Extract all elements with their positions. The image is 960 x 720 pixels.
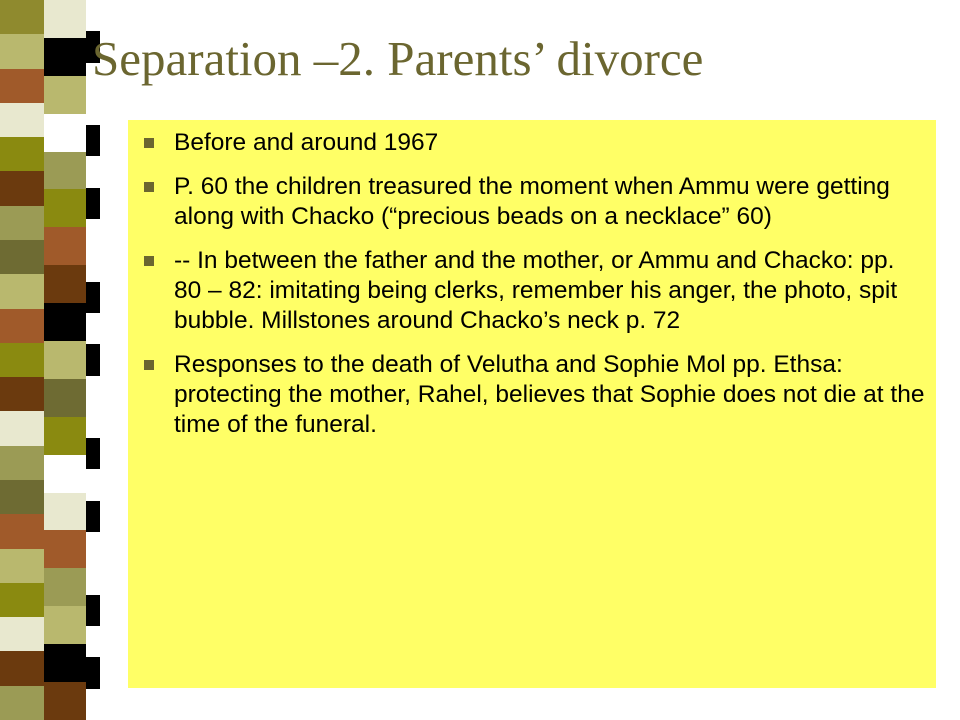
stripe-block [0,583,44,617]
square-bullet-icon [144,182,154,192]
stripe-block [44,341,86,379]
stripe-block [86,94,100,125]
stripe-block [0,206,44,240]
stripe-block [44,0,86,38]
stripe-block [44,644,86,682]
content-box [128,120,936,688]
bullet-text: Before and around 1967 [174,129,439,156]
stripe-block [44,38,86,76]
stripe-block [0,651,44,685]
bullet-item [128,350,928,440]
stripe-column-right [86,0,100,720]
bullet-item [128,128,928,158]
stripe-block [44,606,86,644]
stripe-block [0,343,44,377]
stripe-block [86,313,100,344]
stripe-block [0,103,44,137]
stripe-block [44,76,86,114]
stripe-block [86,282,100,313]
stripe-block [86,563,100,594]
stripe-block [0,686,44,720]
stripe-block [44,152,86,190]
stripe-block [0,549,44,583]
bullet-item [128,172,928,232]
bullet-text: Responses to the death of Velutha and Sophie Mol pp. Ethsa: protecting the mother, Rahel, believes that Sophie does not die at the time of the funeral. [174,351,925,438]
stripe-block [44,227,86,265]
stripe-block [0,274,44,308]
stripe-block [44,265,86,303]
stripe-block [44,530,86,568]
stripe-block [44,493,86,531]
stripe-block [0,69,44,103]
stripe-block [86,532,100,563]
stripe-block [44,114,86,152]
square-bullet-icon [144,360,154,370]
stripe-block [86,438,100,469]
square-bullet-icon [144,138,154,148]
stripe-block [86,407,100,438]
stripe-block [86,219,100,250]
stripe-block [86,156,100,187]
stripe-block [0,480,44,514]
stripe-block [0,377,44,411]
stripe-block [44,303,86,341]
slide-title: Separation –2. Parents’ divorce [92,31,704,86]
stripe-block [86,0,100,31]
stripe-block [0,171,44,205]
square-bullet-icon [144,256,154,266]
stripe-block [0,446,44,480]
stripe-block [86,657,100,688]
stripe-block [44,568,86,606]
stripe-block [86,689,100,720]
stripe-block [0,240,44,274]
stripe-block [44,379,86,417]
stripe-block [86,250,100,281]
stripe-block [44,455,86,493]
stripe-block [0,0,44,34]
stripe-block [0,617,44,651]
stripe-block [86,626,100,657]
stripe-block [0,514,44,548]
stripe-block [86,125,100,156]
stripe-column-middle [44,0,86,720]
stripe-block [86,501,100,532]
stripe-block [86,595,100,626]
stripe-block [86,344,100,375]
stripe-block [0,34,44,68]
stripe-block [0,137,44,171]
stripe-block [0,411,44,445]
bullet-list [128,128,928,454]
stripe-block [86,376,100,407]
stripe-block [44,417,86,455]
stripe-block [0,309,44,343]
bullet-item [128,246,928,336]
stripe-block [44,682,86,720]
bullet-text: -- In between the father and the mother, or Ammu and Chacko: pp. 80 – 82: imitating being clerks, remember his anger, the photo, spit bubble. Millstones around Chacko’s neck p. 72 [174,247,898,334]
decorative-stripe-bar [0,0,110,720]
stripe-block [86,188,100,219]
stripe-column-left [0,0,44,720]
stripe-block [44,189,86,227]
stripe-block [86,469,100,500]
bullet-text: P. 60 the children treasured the moment when Ammu were getting along with Chacko (“precious beads on a necklace” 60) [174,173,890,230]
